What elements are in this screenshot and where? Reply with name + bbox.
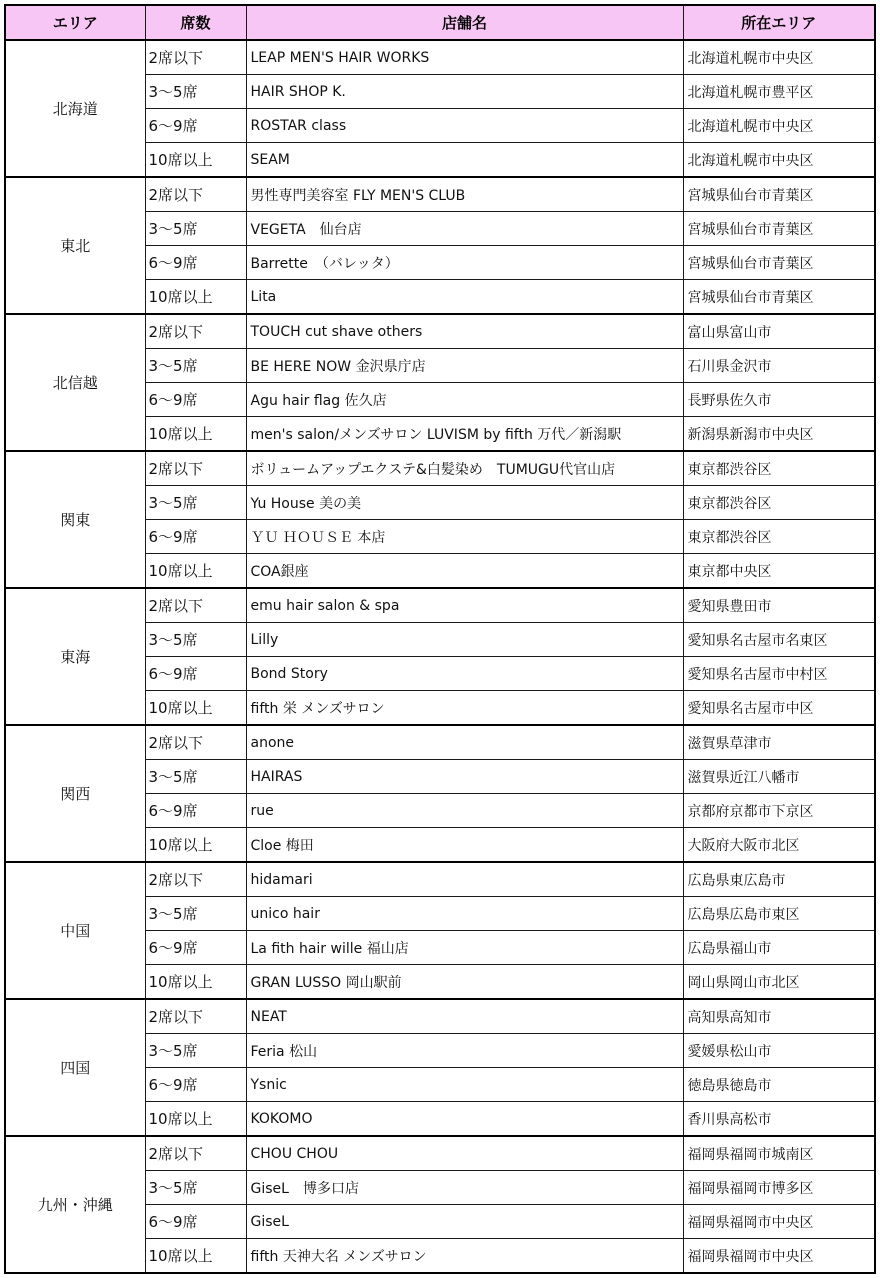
location-cell: 長野県佐久市 [683, 383, 875, 417]
area-cell: 北海道 [5, 40, 145, 177]
seats-cell: 6～9席 [145, 794, 246, 828]
seats-cell: 10席以上 [145, 1239, 246, 1274]
table-row [5, 451, 875, 486]
shop-name-cell: fifth 天神大名 メンズサロン [246, 1239, 683, 1274]
seats-cell: 2席以下 [145, 177, 246, 212]
table-row [5, 40, 875, 75]
shop-name-cell: HAIRAS [246, 760, 683, 794]
location-cell: 広島県東広島市 [683, 862, 875, 897]
shop-name-cell: 男性専門美容室 FLY MEN'S CLUB [246, 177, 683, 212]
location-cell: 愛知県名古屋市中村区 [683, 657, 875, 691]
location-cell: 宮城県仙台市青葉区 [683, 246, 875, 280]
shop-name-cell: Barrette （バレッタ） [246, 246, 683, 280]
area-cell: 関東 [5, 451, 145, 588]
table-row [5, 588, 875, 623]
shop-name-cell: TOUCH cut shave others [246, 314, 683, 349]
shop-name-cell: GRAN LUSSO 岡山駅前 [246, 965, 683, 1000]
seats-cell: 2席以下 [145, 314, 246, 349]
location-cell: 香川県高松市 [683, 1102, 875, 1137]
seats-cell: 2席以下 [145, 451, 246, 486]
seats-cell: 10席以上 [145, 143, 246, 178]
shop-name-cell: HAIR SHOP K. [246, 75, 683, 109]
location-cell: 広島県広島市東区 [683, 897, 875, 931]
seats-cell: 10席以上 [145, 828, 246, 863]
area-cell: 北信越 [5, 314, 145, 451]
shop-name-cell: Bond Story [246, 657, 683, 691]
location-cell: 宮城県仙台市青葉区 [683, 212, 875, 246]
shop-name-cell: anone [246, 725, 683, 760]
shop-name-cell: emu hair salon & spa [246, 588, 683, 623]
location-cell: 東京都中央区 [683, 554, 875, 589]
seats-cell: 3～5席 [145, 897, 246, 931]
salon-table [4, 4, 876, 1274]
seats-cell: 2席以下 [145, 588, 246, 623]
shop-name-cell: BE HERE NOW 金沢県庁店 [246, 349, 683, 383]
shop-name-cell: Lita [246, 280, 683, 315]
seats-cell: 6～9席 [145, 383, 246, 417]
table-row [5, 725, 875, 760]
header-area: エリア [5, 5, 145, 40]
seats-cell: 3～5席 [145, 349, 246, 383]
seats-cell: 10席以上 [145, 691, 246, 726]
location-cell: 北海道札幌市中央区 [683, 143, 875, 178]
table-row [5, 1136, 875, 1171]
location-cell: 大阪府大阪市北区 [683, 828, 875, 863]
location-cell: 石川県金沢市 [683, 349, 875, 383]
area-cell: 九州・沖縄 [5, 1136, 145, 1273]
seats-cell: 2席以下 [145, 999, 246, 1034]
header-seats: 席数 [145, 5, 246, 40]
shop-name-cell: Feria 松山 [246, 1034, 683, 1068]
table-row [5, 999, 875, 1034]
location-cell: 新潟県新潟市中央区 [683, 417, 875, 452]
salon-list-sheet [4, 4, 876, 1274]
seats-cell: 6～9席 [145, 109, 246, 143]
area-cell: 四国 [5, 999, 145, 1136]
location-cell: 東京都渋谷区 [683, 486, 875, 520]
seats-cell: 2席以下 [145, 1136, 246, 1171]
location-cell: 岡山県岡山市北区 [683, 965, 875, 1000]
seats-cell: 6～9席 [145, 246, 246, 280]
seats-cell: 3～5席 [145, 212, 246, 246]
shop-name-cell: GiseL [246, 1205, 683, 1239]
seats-cell: 3～5席 [145, 486, 246, 520]
shop-name-cell: GiseL 博多口店 [246, 1171, 683, 1205]
seats-cell: 2席以下 [145, 40, 246, 75]
seats-cell: 3～5席 [145, 760, 246, 794]
area-cell: 中国 [5, 862, 145, 999]
location-cell: 滋賀県近江八幡市 [683, 760, 875, 794]
shop-name-cell: Cloe 梅田 [246, 828, 683, 863]
table-row [5, 314, 875, 349]
shop-name-cell: CHOU CHOU [246, 1136, 683, 1171]
shop-name-cell: LEAP MEN'S HAIR WORKS [246, 40, 683, 75]
seats-cell: 6～9席 [145, 1205, 246, 1239]
shop-name-cell: COA銀座 [246, 554, 683, 589]
location-cell: 北海道札幌市中央区 [683, 40, 875, 75]
seats-cell: 10席以上 [145, 280, 246, 315]
shop-name-cell: KOKOMO [246, 1102, 683, 1137]
area-cell: 東北 [5, 177, 145, 314]
location-cell: 高知県高知市 [683, 999, 875, 1034]
seats-cell: 10席以上 [145, 965, 246, 1000]
area-cell: 関西 [5, 725, 145, 862]
seats-cell: 3～5席 [145, 1034, 246, 1068]
seats-cell: 2席以下 [145, 725, 246, 760]
shop-name-cell: ＹＵ ＨＯＵＳＥ 本店 [246, 520, 683, 554]
location-cell: 東京都渋谷区 [683, 520, 875, 554]
seats-cell: 6～9席 [145, 520, 246, 554]
seats-cell: 10席以上 [145, 1102, 246, 1137]
shop-name-cell: Ysnic [246, 1068, 683, 1102]
shop-name-cell: men's salon/メンズサロン LUVISM by fifth 万代／新潟駅 [246, 417, 683, 452]
seats-cell: 3～5席 [145, 623, 246, 657]
table-row [5, 177, 875, 212]
table-body [5, 40, 875, 1273]
location-cell: 宮城県仙台市青葉区 [683, 280, 875, 315]
location-cell: 愛知県豊田市 [683, 588, 875, 623]
shop-name-cell: rue [246, 794, 683, 828]
seats-cell: 10席以上 [145, 417, 246, 452]
seats-cell: 2席以下 [145, 862, 246, 897]
location-cell: 富山県富山市 [683, 314, 875, 349]
shop-name-cell: fifth 栄 メンズサロン [246, 691, 683, 726]
shop-name-cell: Agu hair flag 佐久店 [246, 383, 683, 417]
shop-name-cell: ROSTAR class [246, 109, 683, 143]
location-cell: 福岡県福岡市城南区 [683, 1136, 875, 1171]
location-cell: 広島県福山市 [683, 931, 875, 965]
header-location: 所在エリア [683, 5, 875, 40]
area-cell: 東海 [5, 588, 145, 725]
location-cell: 福岡県福岡市中央区 [683, 1239, 875, 1274]
seats-cell: 10席以上 [145, 554, 246, 589]
location-cell: 北海道札幌市豊平区 [683, 75, 875, 109]
location-cell: 愛知県名古屋市中区 [683, 691, 875, 726]
shop-name-cell: Lilly [246, 623, 683, 657]
location-cell: 徳島県徳島市 [683, 1068, 875, 1102]
seats-cell: 3～5席 [145, 75, 246, 109]
location-cell: 愛知県名古屋市名東区 [683, 623, 875, 657]
seats-cell: 6～9席 [145, 931, 246, 965]
location-cell: 宮城県仙台市青葉区 [683, 177, 875, 212]
shop-name-cell: hidamari [246, 862, 683, 897]
shop-name-cell: ボリュームアップエクステ&白髪染め TUMUGU代官山店 [246, 451, 683, 486]
shop-name-cell: unico hair [246, 897, 683, 931]
location-cell: 北海道札幌市中央区 [683, 109, 875, 143]
location-cell: 東京都渋谷区 [683, 451, 875, 486]
seats-cell: 6～9席 [145, 1068, 246, 1102]
shop-name-cell: La fith hair wille 福山店 [246, 931, 683, 965]
shop-name-cell: Yu House 美の美 [246, 486, 683, 520]
shop-name-cell: VEGETA 仙台店 [246, 212, 683, 246]
header-row [5, 5, 875, 40]
seats-cell: 3～5席 [145, 1171, 246, 1205]
table-row [5, 862, 875, 897]
location-cell: 京都府京都市下京区 [683, 794, 875, 828]
header-shop: 店舗名 [246, 5, 683, 40]
location-cell: 福岡県福岡市博多区 [683, 1171, 875, 1205]
seats-cell: 6～9席 [145, 657, 246, 691]
location-cell: 福岡県福岡市中央区 [683, 1205, 875, 1239]
shop-name-cell: NEAT [246, 999, 683, 1034]
location-cell: 滋賀県草津市 [683, 725, 875, 760]
location-cell: 愛媛県松山市 [683, 1034, 875, 1068]
shop-name-cell: SEAM [246, 143, 683, 178]
